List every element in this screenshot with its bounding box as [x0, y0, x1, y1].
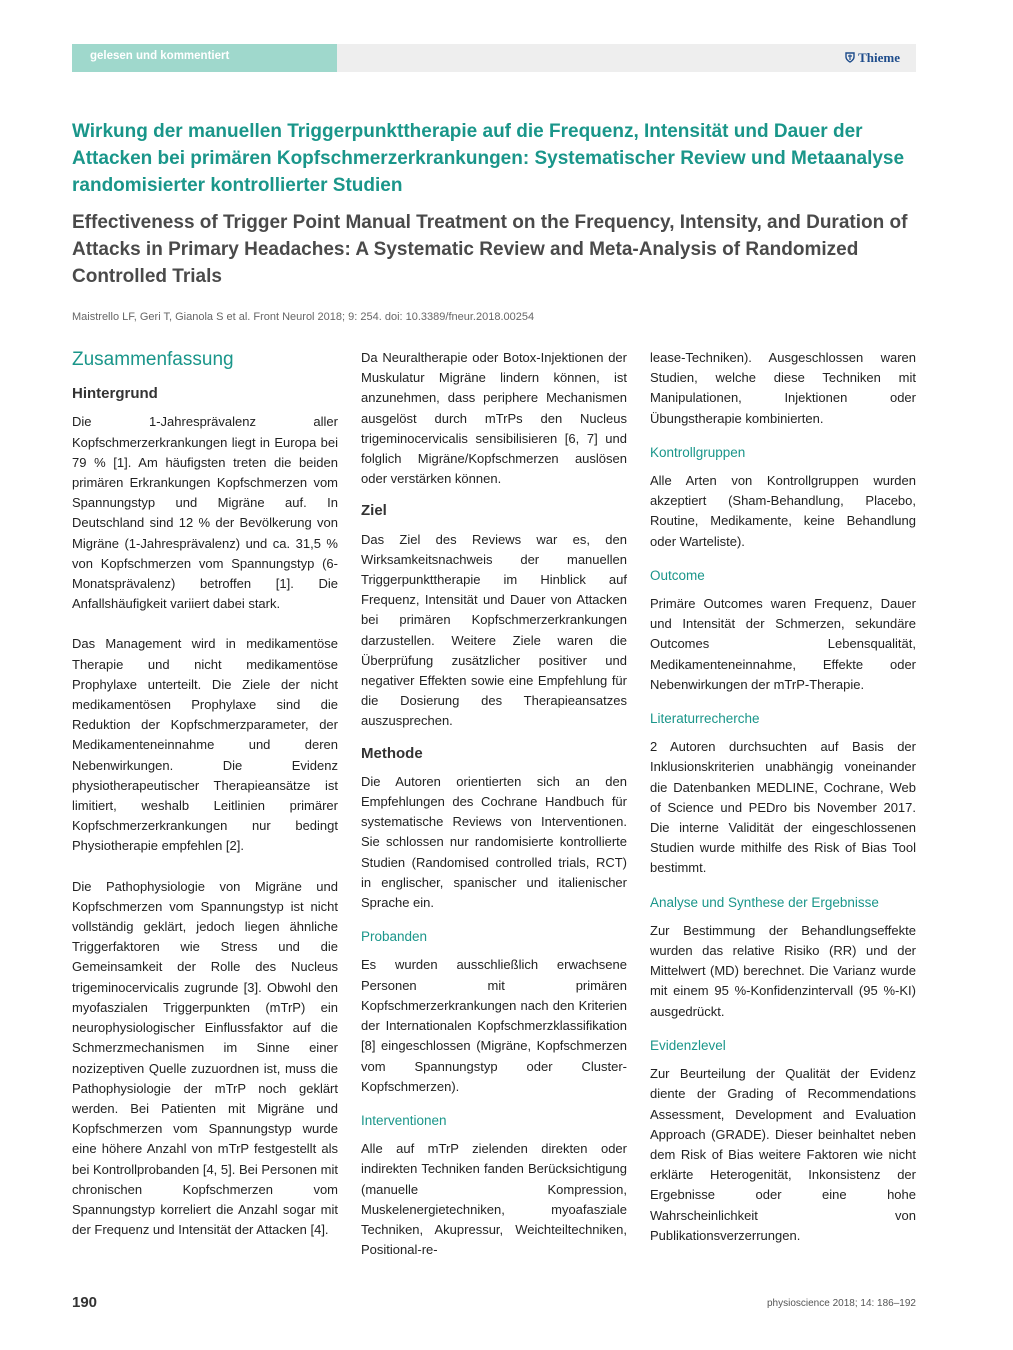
background-heading: Hintergrund	[72, 385, 158, 403]
paragraph: Das Ziel des Reviews war es, den Wirksamkeitsnachweis der manuellen Triggerpunkttherapie im Hinblick auf Frequenz, Intensität und Dauer von Attacken bei primären Kopfschmerzerkrankungen darzustellen. Weitere Ziele waren die Überprüfung zusätzlicher positiver und negativer Effekten sowie eine Empfehlung für die Dosierung des Therapieansatzes auszusprechen.	[361, 531, 627, 729]
column-2	[361, 348, 627, 1260]
paragraph: Die Autoren orientierten sich an den Empfehlungen des Cochrane Handbuch für systematische Reviews von Interventionen. Sie schlossen nur randomisierte kontrollierte Studien (Randomised controlled trials, RCT) in englischer, spanischer und italienischer Sprache ein.	[361, 773, 627, 911]
paragraph: Alle Arten von Kontrollgruppen wurden akzeptiert (Sham-Behandlung, Placebo, Routine, Medikamente, keine Behandlung oder Warteliste).	[650, 473, 916, 549]
article-title-english: Effectiveness of Trigger Point Manual Treatment on the Frequency, Intensity, and Duration of Attacks in Primary Headaches: A Systematic Review and Meta-Analysis of Randomized Controlled Trials	[72, 212, 908, 287]
analysis-heading: Analyse und Synthese der Ergebnisse	[650, 894, 879, 910]
paragraph: lease-Techniken). Ausgeschlossen waren Studien, welche diese Techniken mit Manipulationen, Injektionen oder Übungstherapie kombinierten.	[650, 350, 916, 426]
control-groups-heading: Kontrollgruppen	[650, 444, 746, 460]
paragraph: Zur Beurteilung der Qualität der Evidenz diente der Grading of Recommendations Assessment, Development and Evaluation Approach (GRADE). Dieser beinhaltet neben dem Risk of Bias weitere Faktoren wie nicht erklärte Heterogenität, Inkonsistenz der Ergebnisse oder eine hohe Wahrscheinlichkeit von Publikationsverzerrungen.	[650, 1066, 916, 1243]
publisher-logo	[845, 44, 900, 72]
aim-heading: Ziel	[361, 502, 387, 520]
paragraph: Es wurden ausschließlich erwachsene Personen mit primären Kopfschmerzerkrankungen nach den Kriterien der Internationalen Kopfschmerzklassifikation [8] eingeschlossen (Migräne, Kopfschmerzen vom Spannungstyp oder Cluster-Kopfschmerzen).	[361, 957, 627, 1094]
citation: Maistrello LF, Geri T, Gianola S et al. Front Neurol 2018; 9: 254. doi: 10.3389/fneur.2018.00254	[72, 311, 535, 323]
column-3	[650, 348, 916, 1246]
column-1	[72, 348, 338, 1240]
paragraph: Da Neuraltherapie oder Botox-Injektionen der Muskulatur Migräne lindern können, ist anzunehmen, dass periphere Mechanismen ausgelöst durch mTrPs den Nucleus trigeminocervicalis sensibilisieren [6, 7] und folglich Migräne/Kopfschmerzen auslösen oder verstärken können.	[361, 350, 627, 487]
evidence-level-heading: Evidenzlevel	[650, 1037, 726, 1053]
participants-heading: Probanden	[361, 929, 428, 945]
outcome-heading: Outcome	[650, 567, 705, 583]
paragraph: Alle auf mTrP zielenden direkten oder indirekten Techniken fanden Berücksichtigung (manuelle Kompression, Muskelenergietechniken, myoafasziale Techniken, Akupressur, Weichteiltechniken, Positional-re-	[361, 1141, 627, 1258]
paragraph: Die Pathophysiologie von Migräne und Kopfschmerzen vom Spannungstyp ist nicht vollständig geklärt, jedoch liegen ähnliche Triggerfaktoren wie Stress und die Gemeinsamkeit der Rolle des Nucleus trigeminocervicalis zugrunde [3]. Obwohl den myofaszialen Triggerpunkten (mTrP) ein neurophysiologischer Einflussfaktor auf die Schmerzmechanismen im Sinne einer nozizeptiven Quelle zuzuordnen ist, muss die Pathophysiologie der mTrP noch geklärt werden. Bei Patienten mit Migräne und Kopfschmerzen vom Spannungstyp wurde eine höhere Anzahl von mTrP festgestellt als bei Kontrollprobanden [4, 5]. Bei Personen mit chronischen Kopfschmerzen vom Spannungstyp korreliert die Anzahl sogar mit der Frequenz und Intensität der Attacken [4].	[72, 878, 338, 1238]
section-label: gelesen und kommentiert	[72, 44, 337, 72]
paragraph: Zur Bestimmung der Behandlungseffekte wurden das relative Risiko (RR) und der Mittelwert (MD) berechnet. Die Varianz wurde mit einem 95 %-Konfidenzintervall (95 %-KI) ausgedrückt.	[650, 922, 916, 1019]
abstract-heading: Zusammenfassung	[72, 349, 234, 370]
journal-reference: physioscience 2018; 14: 186–192	[766, 1298, 916, 1309]
shield-icon	[845, 52, 855, 63]
publisher-name: Thieme	[858, 50, 900, 65]
paragraph: Die 1-Jahresprävalenz aller Kopfschmerzerkrankungen liegt in Europa bei 79 % [1]. Am häufigsten treten die beiden primären Erkrankungen Kopfschmerzen vom Spannungstyp und Migräne auf. In Deutschland sind 12 % der Bevölkerung von Migräne (1-Jahresprävalenz) und ca. 31,5 % von Kopfschmerzen vom Spannungstyp (6-Monatsprävalenz) betroffen [1]. Die Anfallshäufigkeit variiert dabei stark.	[72, 414, 338, 612]
header-bar	[72, 44, 916, 72]
method-heading: Methode	[361, 744, 423, 762]
interventions-heading: Interventionen	[361, 1112, 447, 1128]
literature-search-heading: Literaturrecherche	[650, 711, 760, 727]
page-number: 190	[72, 1294, 98, 1311]
paragraph: 2 Autoren durchsuchten auf Basis der Inklusionskriterien unabhängig voneinander die Datenbanken MEDLINE, Cochrane, Web of Science und PEDro bis November 2017. Die interne Validität der eingeschlossenen Studien wurde mithilfe des Risk of Bias Tool bestimmt.	[650, 739, 916, 876]
paragraph: Das Management wird in medikamentöse Therapie und nicht medikamentöse Prophylaxe unterteilt. Die Ziele der nicht medikamentösen Prophylaxe sind die Reduktion der Kopfschmerzparameter, der Medikamenteneinnahme und deren Nebenwirkungen. Die Evidenz physiotherapeutischer Therapieansätze ist limitiert, weshalb Leitlinien primärer Kopfschmerzerkrankungen nur bedingt Physiotherapie empfehlen [2].	[72, 636, 338, 854]
paragraph: Primäre Outcomes waren Frequenz, Dauer und Intensität der Schmerzen, sekundäre Outcomes Lebensqualität, Medikamenteneinnahme, Effekte oder Nebenwirkungen der mTrP-Therapie.	[650, 596, 916, 692]
article-title-german: Wirkung der manuellen Triggerpunkttherapie auf die Frequenz, Intensität und Dauer der Attacken bei primären Kopfschmerzerkrankungen: Systematischer Review und Metaanalyse randomisierter kontrollierter Studien	[72, 121, 905, 196]
